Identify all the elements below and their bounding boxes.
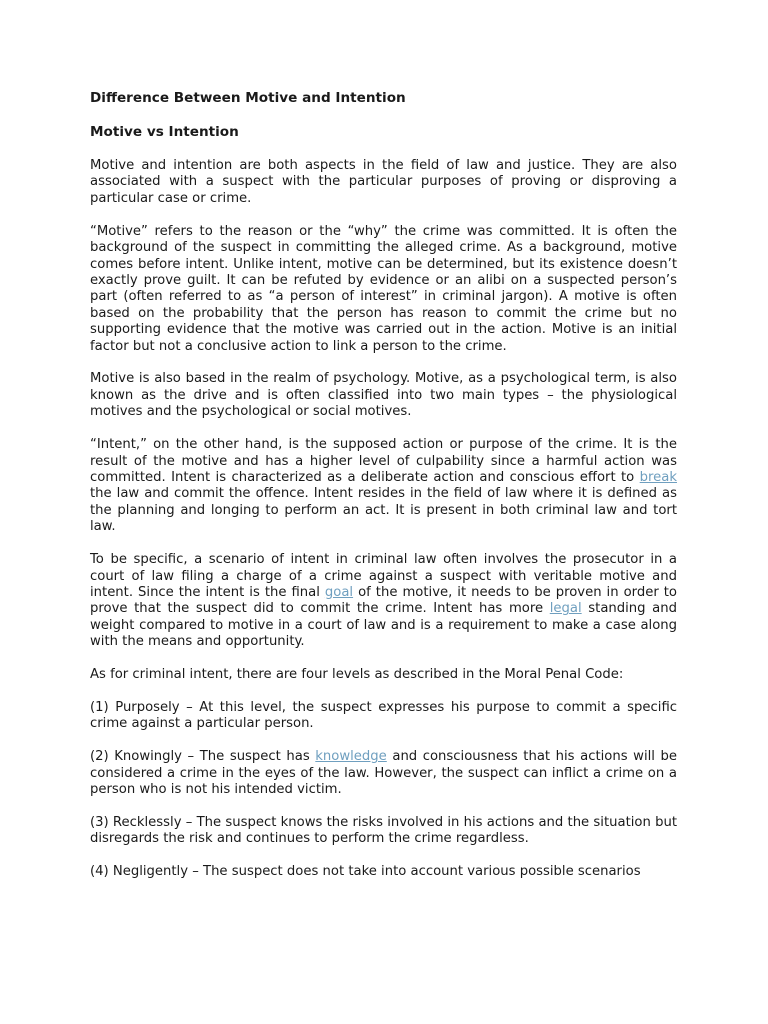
document-page [90, 90, 677, 897]
knowledge-link[interactable]: knowledge [315, 749, 387, 765]
paragraph-1: Motive and intention are both aspects in the field of law and justice. They are also associated with a suspect with the particular purposes of proving or disproving a particular case or crime. [90, 158, 677, 206]
paragraph-5-text-a: To be specific, a scenario of intent in criminal law often involves the prosecutor in a court of law filing a charge of a crime against a suspect with veritable motive and intent. Since the intent is the final [90, 552, 677, 600]
paragraph-2: “Motive” refers to the reason or the “why” the crime was committed. It is often the background of the suspect in committing the alleged crime. As a background, motive comes before intent. Unlike intent, motive can be determined, but its existence doesn’t exactly prove guilt. It can be refuted by evidence or an alibi on a suspected person’s part (often referred to as “a person of interest” in criminal jargon). A motive is often based on the probability that the person has reason to commit the crime but no supporting evidence that the motive was carried out in the action. Motive is an initial factor but not a conclusive action to link a person to the crime. [90, 223, 677, 354]
paragraph-8-text-a: (2) Knowingly – The suspect has [90, 749, 316, 765]
legal-link[interactable]: legal [549, 601, 582, 617]
paragraph-10: (4) Negligently – The suspect does not take into account various possible scenarios [90, 864, 641, 880]
break-link[interactable]: break [639, 470, 677, 485]
paragraph-9: (3) Recklessly – The suspect knows the risks involved in his actions and the situation but disregards the risk and continues to perform the crime regardless. [90, 815, 677, 847]
document-title: Difference Between Motive and Intention [90, 90, 406, 106]
paragraph-6: As for criminal intent, there are four levels as described in the Moral Penal Code: [90, 667, 624, 683]
paragraph-4-text-b: the law and commit the offence. Intent resides in the field of law where it is defined as the planning and longing to perform an act. It is present in both criminal law and tort law. [90, 486, 677, 535]
paragraph-5 [90, 552, 677, 650]
paragraph-3: Motive is also based in the realm of psychology. Motive, as a psychological term, is also known as the drive and is often classified into two main types – the physiological motives and the psychological or social motives. [90, 371, 677, 420]
paragraph-8-text-b: and consciousness that his actions will be considered a crime in the eyes of the law. However, the suspect can inflict a crime on a person who is not his intended victim. [90, 749, 677, 798]
paragraph-4 [90, 437, 677, 535]
paragraph-8 [90, 749, 677, 798]
document-subtitle: Motive vs Intention [90, 124, 239, 140]
paragraph-5-text-c: standing and weight compared to motive in a court of law and is a requirement to make a case along with the means and opportunity. [90, 601, 677, 650]
paragraph-4-text-a: “Intent,” on the other hand, is the supposed action or purpose of the crime. It is the result of the motive and has a higher level of culpability since a harmful action was committed. Intent is characterized as a deliberate action and conscious effort to [90, 437, 677, 485]
goal-link[interactable]: goal [324, 584, 354, 600]
paragraph-7: (1) Purposely – At this level, the suspect expresses his purpose to commit a specific crime against a particular person. [90, 699, 677, 732]
paragraph-5-text-b: of the motive, it needs to be proven in order to prove that the suspect did to commit the crime. Intent has more [90, 584, 677, 617]
